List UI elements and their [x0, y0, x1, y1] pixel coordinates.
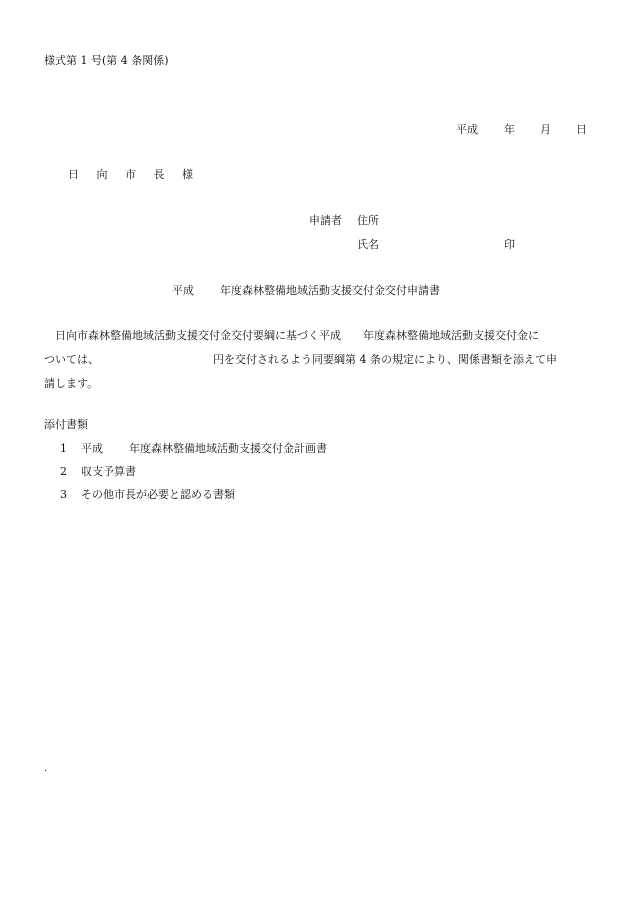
name-label: 氏名 — [357, 238, 379, 251]
form-number: 様式第 1 号(第 4 条関係) — [44, 54, 169, 67]
applicant-label: 申請者 — [309, 214, 342, 227]
attachment-1-number: 1 — [60, 442, 67, 455]
date-day-label: 日 — [576, 123, 587, 136]
body-line-1-part-2: 年度森林整備地域活動支援交付金に — [363, 329, 539, 342]
attachments-heading: 添付書類 — [44, 418, 88, 431]
addressee: 日 向 市 長 様 — [68, 168, 200, 181]
attachment-1-era: 平成 — [81, 442, 103, 455]
body-line-2 — [44, 348, 590, 372]
body-line-1-part-1: 日向市森林整備地域活動支援交付金交付要綱に基づく平成 — [55, 329, 341, 342]
attachment-2-text: 収支予算書 — [81, 465, 136, 478]
seal-label: 印 — [504, 238, 515, 251]
date-year-label: 年 — [504, 123, 515, 136]
body-line-2-part-2: 円を交付されるよう同要綱第 4 条の規定により、関係書類を添えて申 — [213, 353, 557, 366]
body-line-3-text: 請します。 — [44, 377, 99, 390]
attachment-1-text: 年度森林整備地域活動支援交付金計画書 — [129, 442, 327, 455]
title-era: 平成 — [172, 284, 194, 297]
body-line-3 — [44, 372, 590, 396]
attachment-2-number: 2 — [60, 465, 67, 478]
date-era: 平成 — [456, 123, 478, 136]
footer-mark: . — [44, 763, 48, 774]
address-label: 住所 — [357, 214, 379, 227]
attachment-3-text: その他市長が必要と認める書類 — [81, 488, 235, 501]
attachment-3-number: 3 — [60, 488, 67, 501]
body-line-2-part-1: ついては、 — [44, 353, 99, 366]
document-title: 年度森林整備地域活動支援交付金交付申請書 — [220, 284, 440, 297]
date-month-label: 月 — [540, 123, 551, 136]
body-line-1 — [44, 324, 590, 348]
